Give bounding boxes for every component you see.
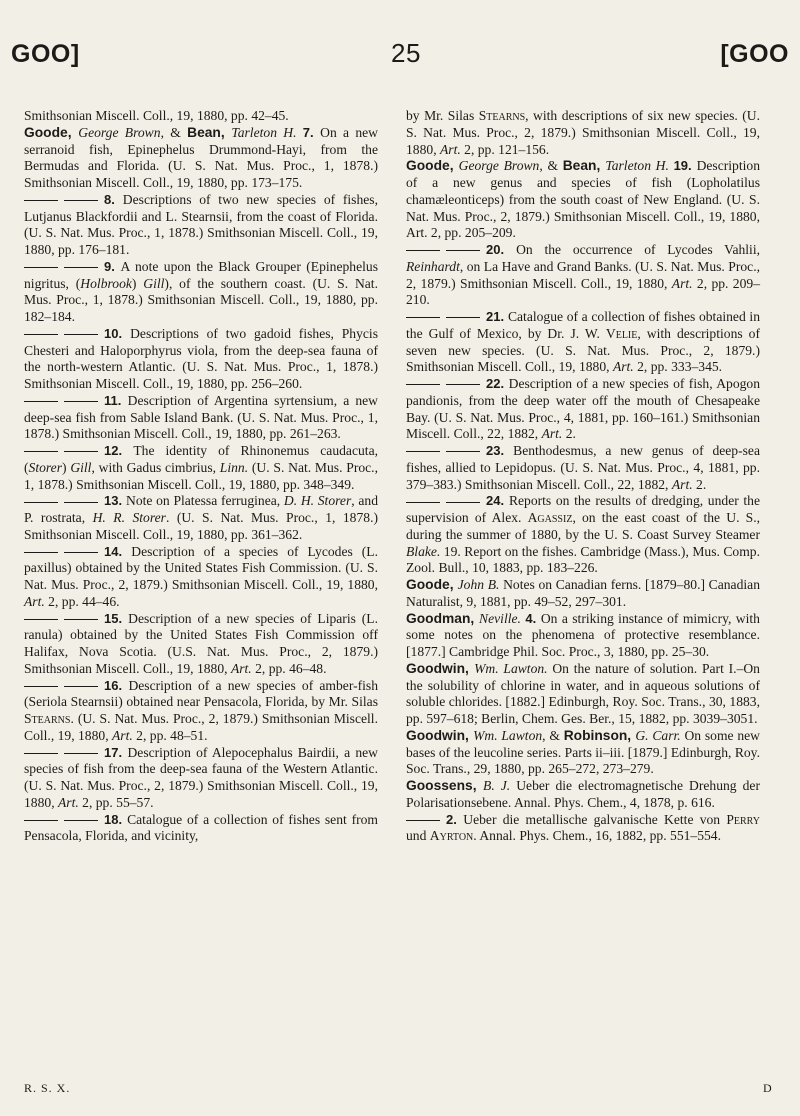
left-column — [24, 108, 378, 845]
entry-text: ) — [131, 275, 144, 291]
entry-text: 2, pp. 55–57. — [78, 794, 154, 810]
entry-text: Holbrook — [80, 275, 132, 291]
ditto-rule — [24, 267, 58, 268]
ditto-rule — [446, 384, 480, 385]
author-name: Wm. Lawton — [473, 727, 543, 743]
bibliography-entry — [24, 493, 378, 543]
bibliography-entry — [24, 544, 378, 611]
entry-text: On some new bases of the leucoline series. Parts ii–iii. [1879.] Edinburgh, Roy. Soc. Trans., 29, 1880, pp. 265–272, 273–279. — [406, 727, 760, 777]
bibliography-entry — [24, 812, 378, 846]
entry-text: 2, pp. 44–46. — [44, 593, 120, 609]
bibliography-entry — [24, 125, 378, 192]
entry-number: 4. — [525, 610, 541, 626]
author-name: Bean, — [187, 124, 232, 140]
ditto-rule — [24, 820, 58, 821]
signature-mark: R. S. X. — [24, 1081, 71, 1095]
entry-number: 20. — [486, 242, 517, 257]
ditto-rule — [446, 451, 480, 452]
entry-text: H. R. Storer — [92, 510, 166, 525]
author-name: Tarleton H. — [605, 158, 669, 174]
ditto-rule — [406, 250, 440, 251]
entry-text: , with Gadus cimbrius, — [91, 459, 220, 475]
ditto-rule — [64, 502, 98, 503]
ditto-rule — [64, 334, 98, 335]
entry-text: Descriptions of two new species of fishes, Lutjanus Blackfordii and L. Stearnsii, from the coast of Florida. (U. S. Nat. Mus. Proc., 1, 1878.) Smithsonian Miscell. Coll., 19, 1880, pp. 176–181. — [24, 191, 378, 257]
bibliography-entry — [406, 376, 760, 443]
entry-text: Art. — [230, 660, 252, 676]
entry-text: Stearns — [24, 711, 71, 726]
entry-number: 8. — [104, 191, 123, 207]
author-name: Neville. — [479, 610, 521, 626]
entry-text: 2, pp. 209–210. — [406, 275, 760, 308]
entry-text: Description of a new species of amber-fish (Seriola Stearnsii) obtained near Pensacola, Florida, by Mr. Silas — [24, 677, 378, 710]
bibliography-entry — [406, 158, 760, 242]
entry-number: 10. — [104, 325, 131, 341]
entry-text: 2, pp. 121–156. — [460, 141, 550, 157]
ditto-rule — [24, 552, 58, 553]
author-name: Wm. Lawton. — [474, 660, 548, 676]
bibliography-entry — [24, 443, 378, 493]
running-header — [11, 40, 789, 90]
author-name: Goode, — [24, 124, 79, 140]
entry-number: 22. — [486, 376, 509, 391]
entry-text: (U. S. Nat. Mus. Proc., 1, 1878.) Smithsonian Miscell. Coll., 19, 1880, pp. 348–349. — [24, 459, 378, 492]
entry-text: Catalogue of a collection of fishes obtained in the Gulf of Mexico, by Dr. J. W. — [406, 309, 760, 341]
entry-text: Art. — [671, 476, 693, 492]
ditto-rule — [446, 250, 480, 251]
ditto-rule — [64, 619, 98, 620]
ditto-rule — [24, 502, 58, 503]
ditto-rule — [64, 267, 98, 268]
entry-text: Perry — [726, 811, 760, 827]
entry-number: 7. — [302, 124, 321, 140]
bibliography-entry — [24, 108, 378, 125]
bibliography-entry — [406, 611, 760, 661]
entry-text: und — [406, 828, 430, 844]
entry-text: Art. — [24, 593, 45, 609]
bibliography-entry — [24, 393, 378, 443]
author-name: Bean, — [562, 158, 606, 174]
entry-text: , with descriptions of seven new species. (U. S. Nat. Mus. Proc., 2, 1879.) Smithsonian Miscell. Coll., 19, 1880, — [406, 325, 760, 375]
author-name: Goode, — [406, 577, 458, 592]
author-name: Goodwin, — [406, 660, 475, 676]
entry-text: Gill — [143, 275, 165, 291]
author-name: Robinson, — [563, 727, 636, 743]
entry-text: Gill — [70, 459, 92, 475]
page-number: 25 — [391, 38, 421, 68]
entry-number: 9. — [104, 258, 121, 274]
ditto-rule — [64, 451, 98, 452]
entry-text: Ueber die electromagnetische Drehung der Polarisationsebene. Annal. Phys. Chem., 4, 1878, p. 616. — [406, 778, 760, 810]
entry-text: On the nature of solution. Part I.–On the solubility of chlorine in water, and in aqueous solutions of soluble chlorides. [1882.] Edinburgh, Roy. Soc. Trans., 30, 1883, pp. 597–618; Berlin, Chem. Ges. Ber., 15, 1882, pp. 3039–3051. — [406, 660, 760, 726]
entry-text: Catalogue of a collection of fishes sent from Pensacola, Florida, and vicinity, — [24, 811, 379, 844]
entry-number: 23. — [486, 443, 514, 458]
header-left-guide: GOO] — [11, 40, 80, 68]
entry-number: 12. — [104, 443, 134, 458]
entry-text: Description of a new genus and species of fish (Lopholatilus chamæleonticeps) from the south coast of New England. (U. S. Nat. Mus. Proc., 2, 1879.) Smithsonian Miscell. Coll., 19, 1880, Art. 2, pp. 205–209. — [406, 158, 760, 241]
author-name: Goodwin, — [406, 727, 474, 743]
entry-text: Velie — [605, 325, 638, 341]
entry-text: Linn. — [219, 459, 249, 475]
entry-text: On the occurrence of Lycodes Vahlii, — [516, 242, 760, 257]
ditto-rule — [406, 820, 440, 821]
ditto-rule — [24, 334, 58, 335]
bibliography-entry — [24, 326, 378, 393]
author-name: G. Carr. — [635, 727, 681, 743]
bibliography-entry — [406, 309, 760, 376]
ditto-rule — [406, 451, 440, 452]
ditto-rule — [24, 451, 58, 452]
bibliography-entry — [24, 611, 378, 678]
author-name: , & — [542, 727, 564, 743]
entry-text: Description of a species of Lycodes (L. paxillus) obtained by the United States Fish Commission. (U. S. Nat. Mus. Proc., 2, 1879.) Smithsonian Miscell. Coll., 19, 1880, — [24, 543, 378, 592]
entry-text: Reports on the results of dredging, under the supervision of Alex. — [406, 493, 761, 525]
bibliography-entry — [406, 242, 760, 309]
entry-number: 11. — [104, 392, 128, 408]
bibliography-entry — [406, 661, 760, 728]
author-name: Goode, — [406, 158, 459, 174]
entry-text: Note on Platessa ferruginea, — [126, 493, 284, 509]
ditto-rule — [24, 686, 58, 687]
entry-text: ) — [62, 459, 71, 475]
bibliography-entry — [406, 443, 760, 493]
ditto-rule — [64, 401, 98, 402]
entry-number: 18. — [104, 811, 128, 827]
bibliography-entry — [406, 812, 760, 846]
ditto-rule — [24, 401, 58, 402]
ditto-rule — [406, 317, 440, 318]
bibliography-entry — [406, 108, 760, 158]
ditto-rule — [406, 502, 440, 503]
ditto-rule — [406, 384, 440, 385]
bibliography-entry — [24, 259, 378, 326]
entry-number: 21. — [486, 309, 508, 324]
header-right-guide: [GOO — [720, 40, 789, 68]
entry-text: Art. — [57, 794, 79, 810]
entry-text: Descriptions of two gadoid fishes, Phycis Chesteri and Haloporphyrus viola, from the deep-sea fauna of the north-western Atlantic. (U. S. Nat. Mus. Proc., 1, 1878.) Smithsonian Miscell. Coll., 19, 1880, pp. 256–260. — [24, 325, 378, 391]
bibliography-entry — [406, 778, 760, 812]
author-name: B. J. — [483, 778, 511, 793]
entry-text: , with descriptions of six new species. (U. S. Nat. Mus. Proc., 2, 1879.) Smithsonian Miscell. Coll., 19, 1880, — [406, 108, 760, 157]
entry-number: 19. — [673, 158, 697, 174]
bibliography-entry — [24, 192, 378, 259]
entry-text: Art. — [612, 359, 634, 375]
entry-text: 19. Report on the fishes. Cambridge (Mass.), Mus. Comp. Zool. Bull., 10, 1883, pp. 183–226. — [406, 543, 760, 576]
entry-text: 2, pp. 333–345. — [633, 359, 723, 375]
author-name: Goossens, — [406, 778, 484, 793]
entry-number: 13. — [104, 493, 126, 509]
entry-text: Blake. — [406, 543, 441, 559]
entry-text: Description of Alepocephalus Bairdii, a new species of fish from the deep-sea fauna of the Western Atlantic. (U. S. Nat. Mus. Proc., 2, 1879.) Smithsonian Miscell. Coll., 19, 1880, — [24, 744, 378, 810]
entry-text: Storer — [28, 459, 63, 475]
entry-text: Ayrton — [429, 828, 474, 844]
entry-number: 15. — [104, 610, 129, 626]
entry-number: 14. — [104, 543, 132, 559]
entry-text: Benthodesmus, a new genus of deep-sea fishes, allied to Lepidopus. (U. S. Nat. Mus. Proc., 4, 1881, pp. 379–383.) Smithsonian Miscell. Coll., 22, 1882, — [406, 443, 760, 492]
entry-text: On a new serranoid fish, Epinephelus Drummond-Hayi, from the Bermudas and Florida. (U. S. Nat. Mus. Proc., 1, 1878.) Smithsonian Miscell. Coll., 19, 1880, pp. 173–175. — [24, 124, 379, 190]
bibliography-entry — [24, 745, 378, 812]
entry-text: 2, pp. 48–51. — [132, 727, 208, 743]
bibliography-entry — [406, 728, 760, 778]
entry-text: Art. — [541, 426, 563, 442]
entry-text: , on the east coast of the U. S., during the summer of 1880, by the U. S. Coast Survey Steamer — [406, 510, 760, 542]
entry-text: 2. — [562, 426, 576, 442]
entry-number: 16. — [104, 677, 129, 693]
entry-text: The identity of Rhinonemus caudacuta, ( — [24, 443, 378, 475]
entry-text: Ueber die metallische galvanische Kette von — [463, 811, 727, 827]
entry-text: . (U. S. Nat. Mus. Proc., 2, 1879.) Smithsonian Miscell. Coll., 19, 1880, — [24, 711, 378, 743]
entry-number: 2. — [446, 811, 464, 827]
entry-text: 2. — [692, 476, 707, 492]
author-name: , & — [160, 124, 188, 140]
entry-text: Art. — [671, 275, 693, 291]
entry-text: Smithsonian Miscell. Coll., 19, 1880, pp. 42–45. — [24, 108, 289, 123]
author-name: George Brown — [78, 124, 161, 140]
author-name: Tarleton H. — [231, 124, 297, 140]
right-column — [406, 108, 760, 845]
entry-number: 24. — [486, 493, 509, 509]
ditto-rule — [24, 753, 58, 754]
author-name: George Brown — [458, 158, 540, 174]
ditto-rule — [64, 552, 98, 553]
ditto-rule — [24, 619, 58, 620]
entry-text: Description of a new species of Liparis (L. ranula) obtained by the United States Fish Commission off Halifax, Nova Scotia. (U.S. Nat. Mus. Proc., 2, 1879.) Smithsonian Miscell. Coll., 19, 1880, — [24, 610, 378, 676]
entry-text: Stearns — [478, 108, 526, 123]
signature-letter: D — [763, 1081, 772, 1095]
entry-text: Art. — [439, 141, 461, 157]
ditto-rule — [446, 317, 480, 318]
ditto-rule — [64, 686, 98, 687]
entry-text: Reinhardt — [406, 258, 460, 274]
author-name: John B. — [457, 577, 500, 592]
entry-text: . (U. S. Nat. Mus. Proc., 1, 1878.) Smithsonian Miscell. Coll., 19, 1880, pp. 361–362. — [24, 510, 378, 542]
ditto-rule — [64, 753, 98, 754]
ditto-rule — [24, 200, 58, 201]
entry-text: 2, pp. 46–48. — [251, 660, 327, 676]
bibliography-entry — [24, 678, 378, 745]
entry-text: Notes on Canadian ferns. [1879–80.] Canadian Naturalist, 9, 1881, pp. 49–52, 297–301. — [406, 577, 760, 609]
bibliography-entry — [406, 577, 760, 611]
entry-text: Description of a new species of fish, Apogon pandionis, from the deep water off the mouth of Chesapeake Bay. (U. S. Nat. Mus. Proc., 4, 1881, pp. 160–161.) Smithsonian Miscell. Coll., 22, 1882, — [406, 376, 761, 442]
entry-number: 17. — [104, 744, 128, 760]
entry-text: Description of Argentina syrtensium, a new deep-sea fish from Sable Island Bank. (U. S. Nat. Mus. Proc., 1, 1878.) Smithsonian Miscell. Coll., 19, 1880, pp. 261–263. — [24, 392, 378, 442]
entry-text: A note upon the Black Grouper (Epinephelus nigritus, ( — [24, 258, 378, 291]
author-name: , & — [539, 158, 563, 174]
entry-text: On a striking instance of mimicry, with some notes on the phenomena of protective resemblance. [1877.] Cambridge Phil. Soc. Proc., 3, 1880, pp. 25–30. — [406, 610, 760, 659]
author-name: Goodman, — [406, 610, 480, 626]
entry-text: by Mr. Silas — [406, 108, 479, 123]
entry-text: ), of the southern coast. (U. S. Nat. Mus. Proc., 1, 1878.) Smithsonian Miscell. Coll., 19, 1880, pp. 182–184. — [24, 275, 378, 324]
ditto-rule — [64, 820, 98, 821]
entry-text: . Annal. Phys. Chem., 16, 1882, pp. 551–554. — [473, 828, 721, 844]
entry-text: Agassiz — [527, 510, 573, 525]
entry-text: , on La Have and Grand Banks. (U. S. Nat. Mus. Proc., 2, 1879.) Smithsonian Miscell. Coll., 19, 1880, — [406, 258, 760, 291]
ditto-rule — [64, 200, 98, 201]
entry-text: Art. — [112, 727, 133, 743]
entry-text: D. H. Storer — [283, 493, 352, 509]
ditto-rule — [446, 502, 480, 503]
entry-text: , and P. rostrata, — [24, 493, 378, 525]
bibliography-entry — [406, 493, 760, 577]
